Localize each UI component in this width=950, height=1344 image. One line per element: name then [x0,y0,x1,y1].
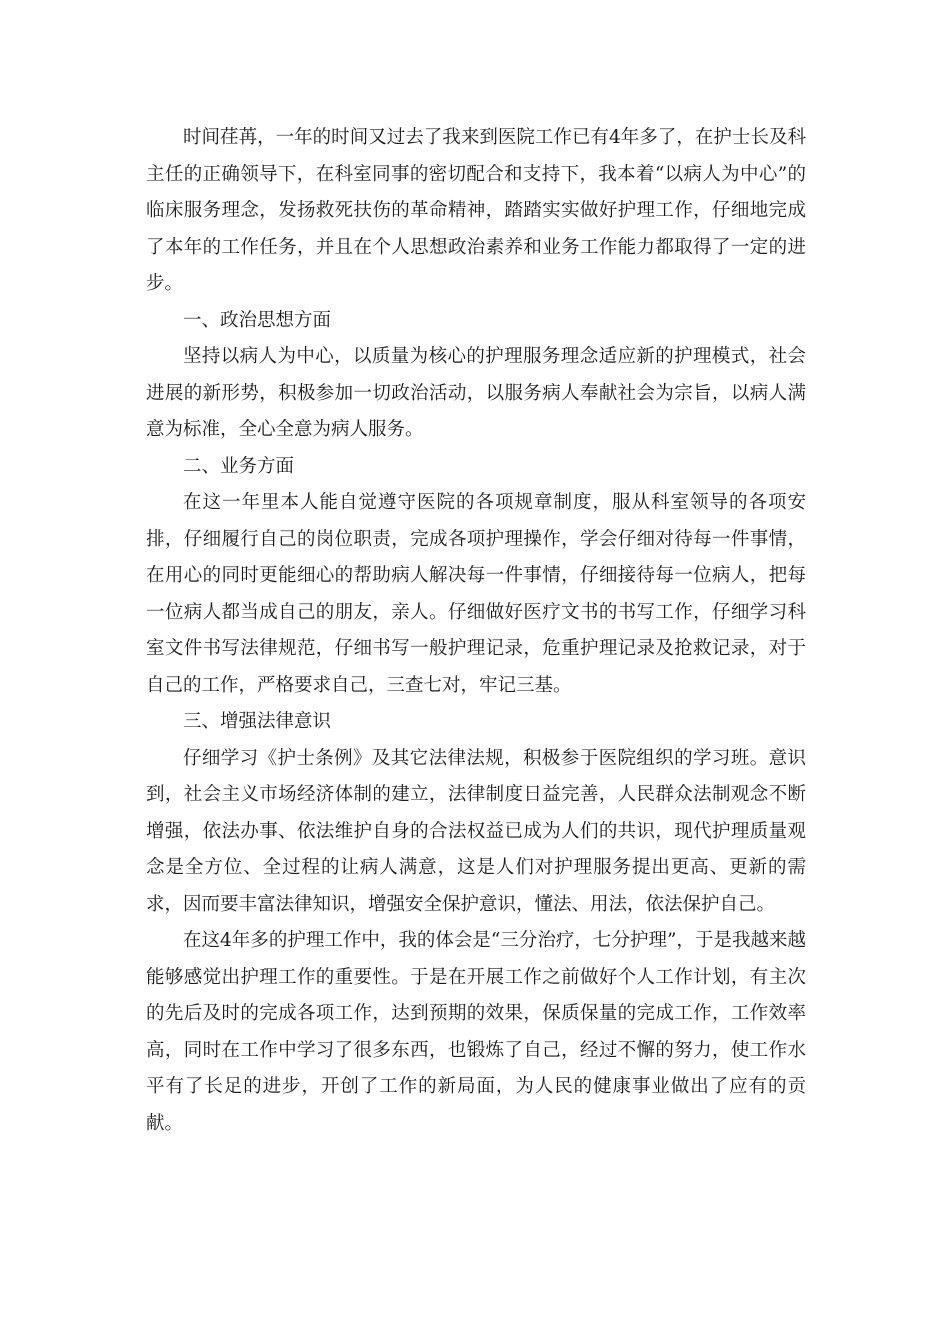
intro-paragraph: 时间荏苒，一年的时间又过去了我来到医院工作已有4年多了，在护士长及科主任的正确领导下，在科室同事的密切配合和支持下，我本着“以病人为中心”的临床服务理念，发扬救死扶伤的革命精神，踏踏实实做好护理工作，仔细地完成了本年的工作任务，并且在个人思想政治素养和业务工作能力都取得了一定的进步。 [146,127,806,294]
section-heading-politics: 一、政治思想方面 [183,309,332,331]
law-paragraph: 仔细学习《护士条例》及其它法律法规，积极参于医院组织的学习班。意识到，社会主义市场经济体制的建立，法律制度日益完善，人民群众法制观念不断增强，依法办事、依法维护自身的合法权益已成为人们的共识，现代护理质量观念是全方位、全过程的让病人满意，这是人们对护理服务提出更高、更新的需求，因而要丰富法律知识，增强安全保护意识，懂法、用法，依法保护自己。 [146,747,806,915]
business-paragraph: 在这一年里本人能自觉遵守医院的各项规章制度，服从科室领导的各项安排，仔细履行自己的岗位职责，完成各项护理操作，学会仔细对待每一件事情，在用心的同时更能细心的帮助病人解决每一件事情，仔细接待每一位病人，把每一位病人都当成自己的朋友，亲人。仔细做好医疗文书的书写工作，仔细学习科室文件书写法律规范，仔细书写一般护理记录，危重护理记录及抢救记录，对于自己的工作，严格要求自己，三查七对，牢记三基。 [146,492,806,696]
document-body [146,120,806,1142]
section-heading-business: 二、业务方面 [183,455,295,477]
section-heading-law: 三、增强法律意识 [183,711,332,732]
conclusion-paragraph: 在这4年多的护理工作中，我的体会是“三分治疗，七分护理”，于是我越来越能够感觉出护理工作的重要性。于是在开展工作之前做好个人工作计划，有主次的先后及时的完成各项工作，达到预期的效果，保质保量的完成工作，工作效率高，同时在工作中学习了很多东西，也锻炼了自己，经过不懈的努力，使工作水平有了长足的进步，开创了工作的新局面，为人民的健康事业做出了应有的贡献。 [146,930,806,1134]
politics-paragraph: 坚持以病人为中心，以质量为核心的护理服务理念适应新的护理模式，社会进展的新形势，积极参加一切政治活动，以服务病人奉献社会为宗旨，以病人满意为标准，全心全意为病人服务。 [146,346,806,440]
